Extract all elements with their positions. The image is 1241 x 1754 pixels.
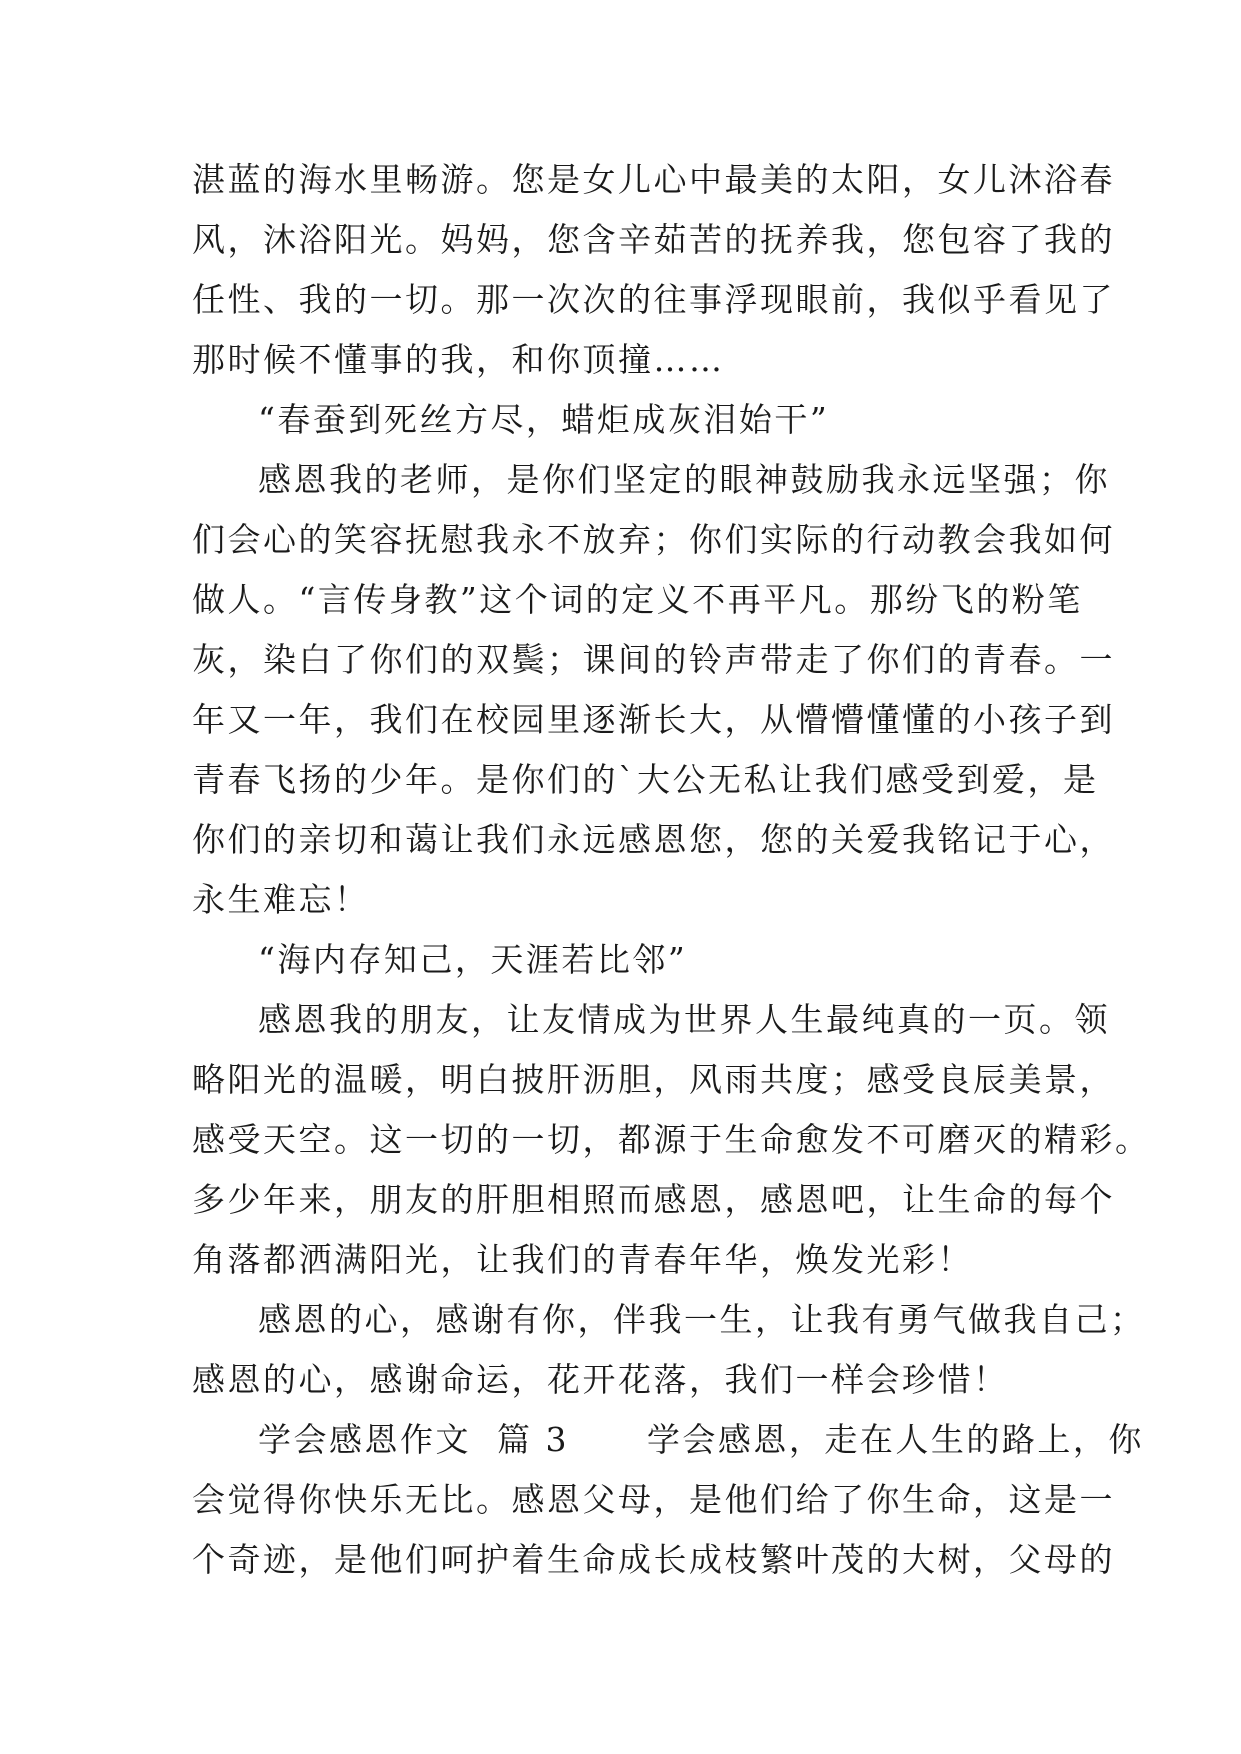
text-line-11: 青春飞扬的少年。是你们的`大公无私让我们感受到爱，是 [192,760,1099,799]
poem-quote-line-2: “海内存知己，天涯若比邻” [258,940,688,979]
text-line-21: 感恩的心，感谢命运，花开花落，我们一样会珍惜！ [192,1360,1009,1399]
text-line-2: 风，沐浴阳光。妈妈，您含辛茹苦的抚养我，您包容了我的 [192,220,1115,259]
text-line-23: 会觉得你快乐无比。感恩父母，是他们给了你生命，这是一 [192,1480,1115,1519]
text-line-18: 多少年来，朋友的肝胆相照而感恩，感恩吧，让生命的每个 [192,1180,1115,1219]
essay-heading-line: 学会感恩作文 篇 3 学会感恩，走在人生的路上，你 [258,1420,1144,1459]
poem-quote-line-1: “春蚕到死丝方尽，蜡炬成灰泪始干” [258,400,830,439]
text-line-7: 们会心的笑容抚慰我永不放弃；你们实际的行动教会我如何 [192,520,1115,559]
text-line-8: 做人。“言传身教”这个词的定义不再平凡。那纷飞的粉笔 [192,580,1083,619]
text-line-9: 灰，染白了你们的双鬓；课间的铃声带走了你们的青春。一 [192,640,1115,679]
text-line-16: 略阳光的温暖，明白披肝沥胆，风雨共度；感受良辰美景， [192,1060,1115,1099]
text-line-17: 感受天空。这一切的一切，都源于生命愈发不可磨灭的精彩。 [192,1120,1151,1159]
text-line-12: 你们的亲切和蔼让我们永远感恩您，您的关爱我铭记于心， [192,820,1115,859]
text-line-4: 那时候不懂事的我，和你顶撞…… [192,340,725,379]
text-line-24: 个奇迹，是他们呵护着生命成长成枝繁叶茂的大树，父母的 [192,1540,1115,1579]
text-line-6: 感恩我的老师，是你们坚定的眼神鼓励我永远坚强；你 [258,460,1110,499]
text-line-3: 任性、我的一切。那一次次的往事浮现眼前，我似乎看见了 [192,280,1115,319]
text-line-15: 感恩我的朋友，让友情成为世界人生最纯真的一页。领 [258,1000,1110,1039]
text-line-13: 永生难忘！ [192,880,370,919]
text-line-1: 湛蓝的海水里畅游。您是女儿心中最美的太阳，女儿沐浴春 [192,160,1115,199]
text-line-19: 角落都洒满阳光，让我们的青春年华，焕发光彩！ [192,1240,973,1279]
document-body [192,150,1151,1590]
text-line-20: 感恩的心，感谢有你，伴我一生，让我有勇气做我自己； [258,1300,1146,1339]
text-line-10: 年又一年，我们在校园里逐渐长大，从懵懵懂懂的小孩子到 [192,700,1115,739]
